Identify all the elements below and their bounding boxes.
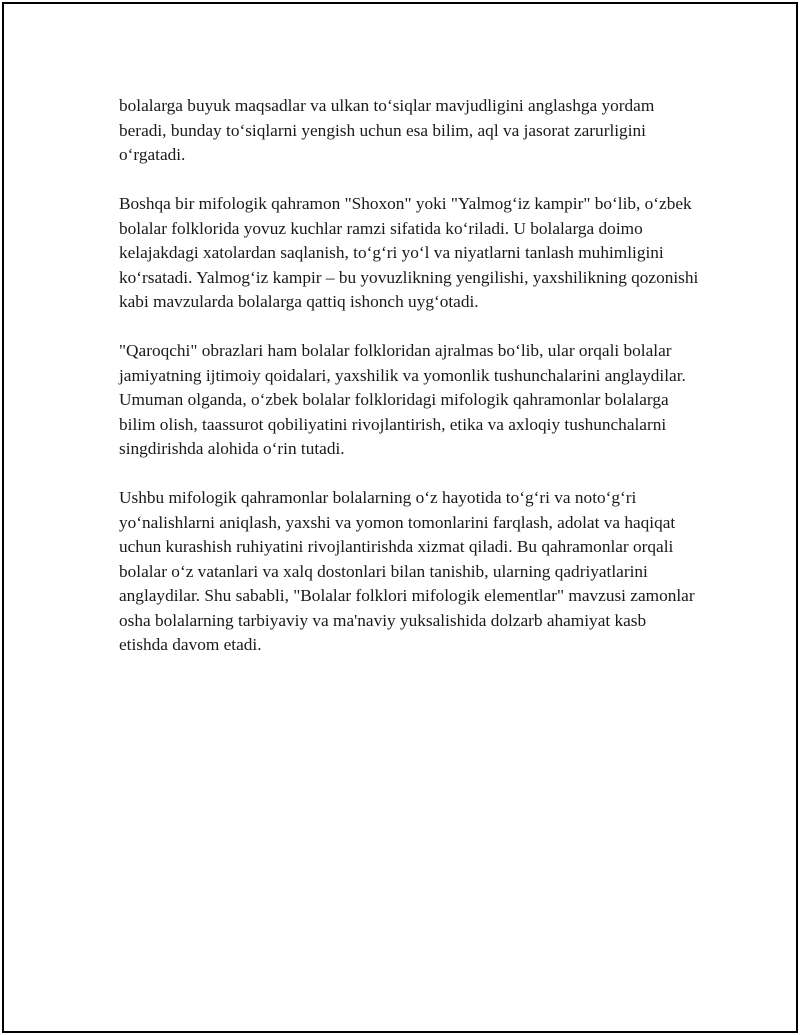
document-body [119,94,699,682]
paragraph-3: "Qaroqchi" obrazlari ham bolalar folkloridan ajralmas bo‘lib, ular orqali bolalar jamiyatning ijtimoiy qoidalari, yaxshilik va yomonlik tushunchalarini anglaydilar. Umuman olganda, o‘zbek bolalar folkloridagi mifologik qahramonlar bolalarga bilim olish, taassurot qobiliyatini rivojlantirish, etika va axloqiy tushunchalarni singdirishda alohida o‘rin tutadi. [119,341,686,458]
paragraph-4: Ushbu mifologik qahramonlar bolalarning o‘z hayotida to‘g‘ri va noto‘g‘ri yo‘nalishlarni aniqlash, yaxshi va yomon tomonlarini farqlash, adolat va haqiqat uchun kurashish ruhiyatini rivojlantirishda xizmat qiladi. Bu qahramonlar orqali bolalar o‘z vatanlari va xalq dostonlari bilan tanishib, ularning qadriyatlarini anglaydilar. Shu sababli, "Bolalar folklori mifologik elementlar" mavzusi zamonlar osha bolalarning tarbiyaviy va ma'naviy yuksalishida dolzarb ahamiyat kasb etishda davom etadi. [119,488,695,654]
paragraph-2: Boshqa bir mifologik qahramon "Shoxon" yoki "Yalmog‘iz kampir" bo‘lib, o‘zbek bolalar folklorida yovuz kuchlar ramzi sifatida ko‘riladi. U bolalarga doimo kelajakdagi xatolardan saqlanish, to‘g‘ri yo‘l va niyatlarni tanlash muhimligini ko‘rsatadi. Yalmog‘iz kampir – bu yovuzlikning yengilishi, yaxshilikning qozonishi kabi mavzularda bolalarga qattiq ishonch uyg‘otadi. [119,194,699,311]
document-page [2,2,798,1033]
paragraph-1: bolalarga buyuk maqsadlar va ulkan to‘siqlar mavjudligini anglashga yordam beradi, bunday to‘siqlarni yengish uchun esa bilim, aql va jasorat zarurligini o‘rgatadi. [119,96,655,164]
